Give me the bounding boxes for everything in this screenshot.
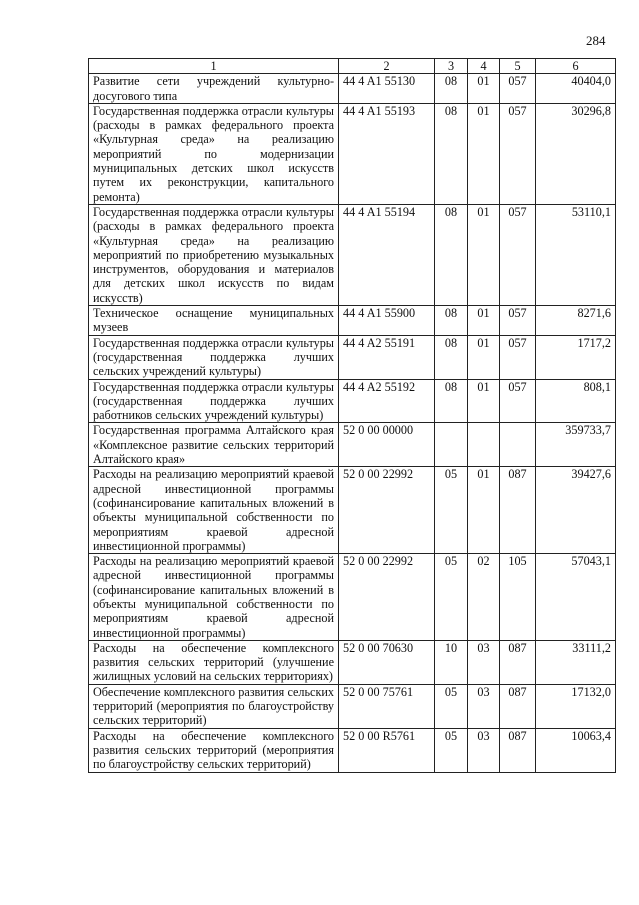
- table-row: [89, 204, 616, 305]
- section-cell: 05: [435, 467, 468, 554]
- budget-code-cell: 44 4 A1 55193: [339, 103, 435, 204]
- amount-cell: 10063,4: [536, 728, 616, 772]
- subsection-cell: 01: [468, 306, 500, 336]
- expense-name-cell: Развитие сети учреждений культурно-досугового типа: [89, 74, 339, 104]
- expense-type-cell: 057: [500, 204, 536, 305]
- budget-table: [88, 58, 616, 773]
- table-row: [89, 379, 616, 423]
- expense-type-cell: 057: [500, 74, 536, 104]
- page-number: 284: [586, 33, 606, 48]
- section-cell: 08: [435, 379, 468, 423]
- budget-code-cell: 44 4 A2 55191: [339, 335, 435, 379]
- table-row: [89, 554, 616, 641]
- subsection-cell: 03: [468, 640, 500, 684]
- expense-type-cell: 087: [500, 467, 536, 554]
- expense-type-cell: [500, 423, 536, 467]
- section-cell: 05: [435, 728, 468, 772]
- table-row: [89, 74, 616, 104]
- expense-type-cell: 057: [500, 306, 536, 336]
- section-cell: 08: [435, 103, 468, 204]
- budget-code-cell: 44 4 A2 55192: [339, 379, 435, 423]
- expense-name-cell: Государственная поддержка отрасли культуры (расходы в рамках федерального проекта «Культурная среда» на реализацию мероприятий по модернизации муниципальных детских школ искусств путем их реконструкции, капитального ремонта): [89, 103, 339, 204]
- amount-cell: 8271,6: [536, 306, 616, 336]
- budget-code-cell: 52 0 00 22992: [339, 554, 435, 641]
- subsection-cell: 03: [468, 684, 500, 728]
- subsection-cell: 01: [468, 74, 500, 104]
- budget-code-cell: 52 0 00 R5761: [339, 728, 435, 772]
- section-cell: [435, 423, 468, 467]
- column-header-2: 2: [339, 59, 435, 74]
- section-cell: 05: [435, 554, 468, 641]
- section-cell: 08: [435, 74, 468, 104]
- amount-cell: 39427,6: [536, 467, 616, 554]
- amount-cell: 33111,2: [536, 640, 616, 684]
- column-header-1: 1: [89, 59, 339, 74]
- amount-cell: 359733,7: [536, 423, 616, 467]
- expense-type-cell: 057: [500, 379, 536, 423]
- amount-cell: 17132,0: [536, 684, 616, 728]
- expense-type-cell: 057: [500, 335, 536, 379]
- amount-cell: 40404,0: [536, 74, 616, 104]
- subsection-cell: 01: [468, 379, 500, 423]
- expense-name-cell: Расходы на реализацию мероприятий краевой адресной инвестиционной программы (софинансирование капитальных вложений в объекты муниципальной собственности по мероприятиям краевой адресной инвестиционной программы): [89, 554, 339, 641]
- amount-cell: 808,1: [536, 379, 616, 423]
- subsection-cell: 01: [468, 467, 500, 554]
- budget-code-cell: 52 0 00 75761: [339, 684, 435, 728]
- budget-code-cell: 52 0 00 22992: [339, 467, 435, 554]
- section-cell: 08: [435, 335, 468, 379]
- expense-name-cell: Государственная программа Алтайского края «Комплексное развитие сельских территорий Алтайского края»: [89, 423, 339, 467]
- column-header-3: 3: [435, 59, 468, 74]
- column-header-5: 5: [500, 59, 536, 74]
- expense-type-cell: 087: [500, 640, 536, 684]
- table-header-row: [89, 59, 616, 74]
- column-header-4: 4: [468, 59, 500, 74]
- budget-code-cell: 44 4 A1 55194: [339, 204, 435, 305]
- amount-cell: 57043,1: [536, 554, 616, 641]
- table-row: [89, 640, 616, 684]
- table-row: [89, 684, 616, 728]
- section-cell: 08: [435, 306, 468, 336]
- table-row: [89, 467, 616, 554]
- expense-name-cell: Обеспечение комплексного развития сельских территорий (мероприятия по благоустройству сельских территорий): [89, 684, 339, 728]
- amount-cell: 1717,2: [536, 335, 616, 379]
- table-row: [89, 728, 616, 772]
- table-row: [89, 423, 616, 467]
- table-row: [89, 103, 616, 204]
- expense-type-cell: 105: [500, 554, 536, 641]
- expense-type-cell: 057: [500, 103, 536, 204]
- expense-name-cell: Техническое оснащение муниципальных музеев: [89, 306, 339, 336]
- subsection-cell: 01: [468, 335, 500, 379]
- amount-cell: 53110,1: [536, 204, 616, 305]
- budget-code-cell: 44 4 A1 55900: [339, 306, 435, 336]
- expense-name-cell: Государственная поддержка отрасли культуры (государственная поддержка лучших работников сельских учреждений культуры): [89, 379, 339, 423]
- budget-code-cell: 44 4 A1 55130: [339, 74, 435, 104]
- expense-name-cell: Государственная поддержка отрасли культуры (расходы в рамках федерального проекта «Культурная среда» на реализацию мероприятий по приобретению музыкальных инструментов, оборудования и материалов для детских школ искусств по видам искусств): [89, 204, 339, 305]
- table-row: [89, 306, 616, 336]
- subsection-cell: 01: [468, 103, 500, 204]
- expense-name-cell: Расходы на реализацию мероприятий краевой адресной инвестиционной программы (софинансирование капитальных вложений в объекты муниципальной собственности по мероприятиям краевой адресной инвестиционной программы): [89, 467, 339, 554]
- expense-name-cell: Государственная поддержка отрасли культуры (государственная поддержка лучших сельских учреждений культуры): [89, 335, 339, 379]
- section-cell: 08: [435, 204, 468, 305]
- expense-name-cell: Расходы на обеспечение комплексного развития сельских территорий (улучшение жилищных условий на сельских территориях): [89, 640, 339, 684]
- budget-code-cell: 52 0 00 00000: [339, 423, 435, 467]
- subsection-cell: [468, 423, 500, 467]
- expense-type-cell: 087: [500, 728, 536, 772]
- budget-code-cell: 52 0 00 70630: [339, 640, 435, 684]
- section-cell: 05: [435, 684, 468, 728]
- subsection-cell: 01: [468, 204, 500, 305]
- column-header-6: 6: [536, 59, 616, 74]
- amount-cell: 30296,8: [536, 103, 616, 204]
- table-row: [89, 335, 616, 379]
- subsection-cell: 03: [468, 728, 500, 772]
- expense-type-cell: 087: [500, 684, 536, 728]
- subsection-cell: 02: [468, 554, 500, 641]
- section-cell: 10: [435, 640, 468, 684]
- expense-name-cell: Расходы на обеспечение комплексного развития сельских территорий (мероприятия по благоустройству сельских территорий): [89, 728, 339, 772]
